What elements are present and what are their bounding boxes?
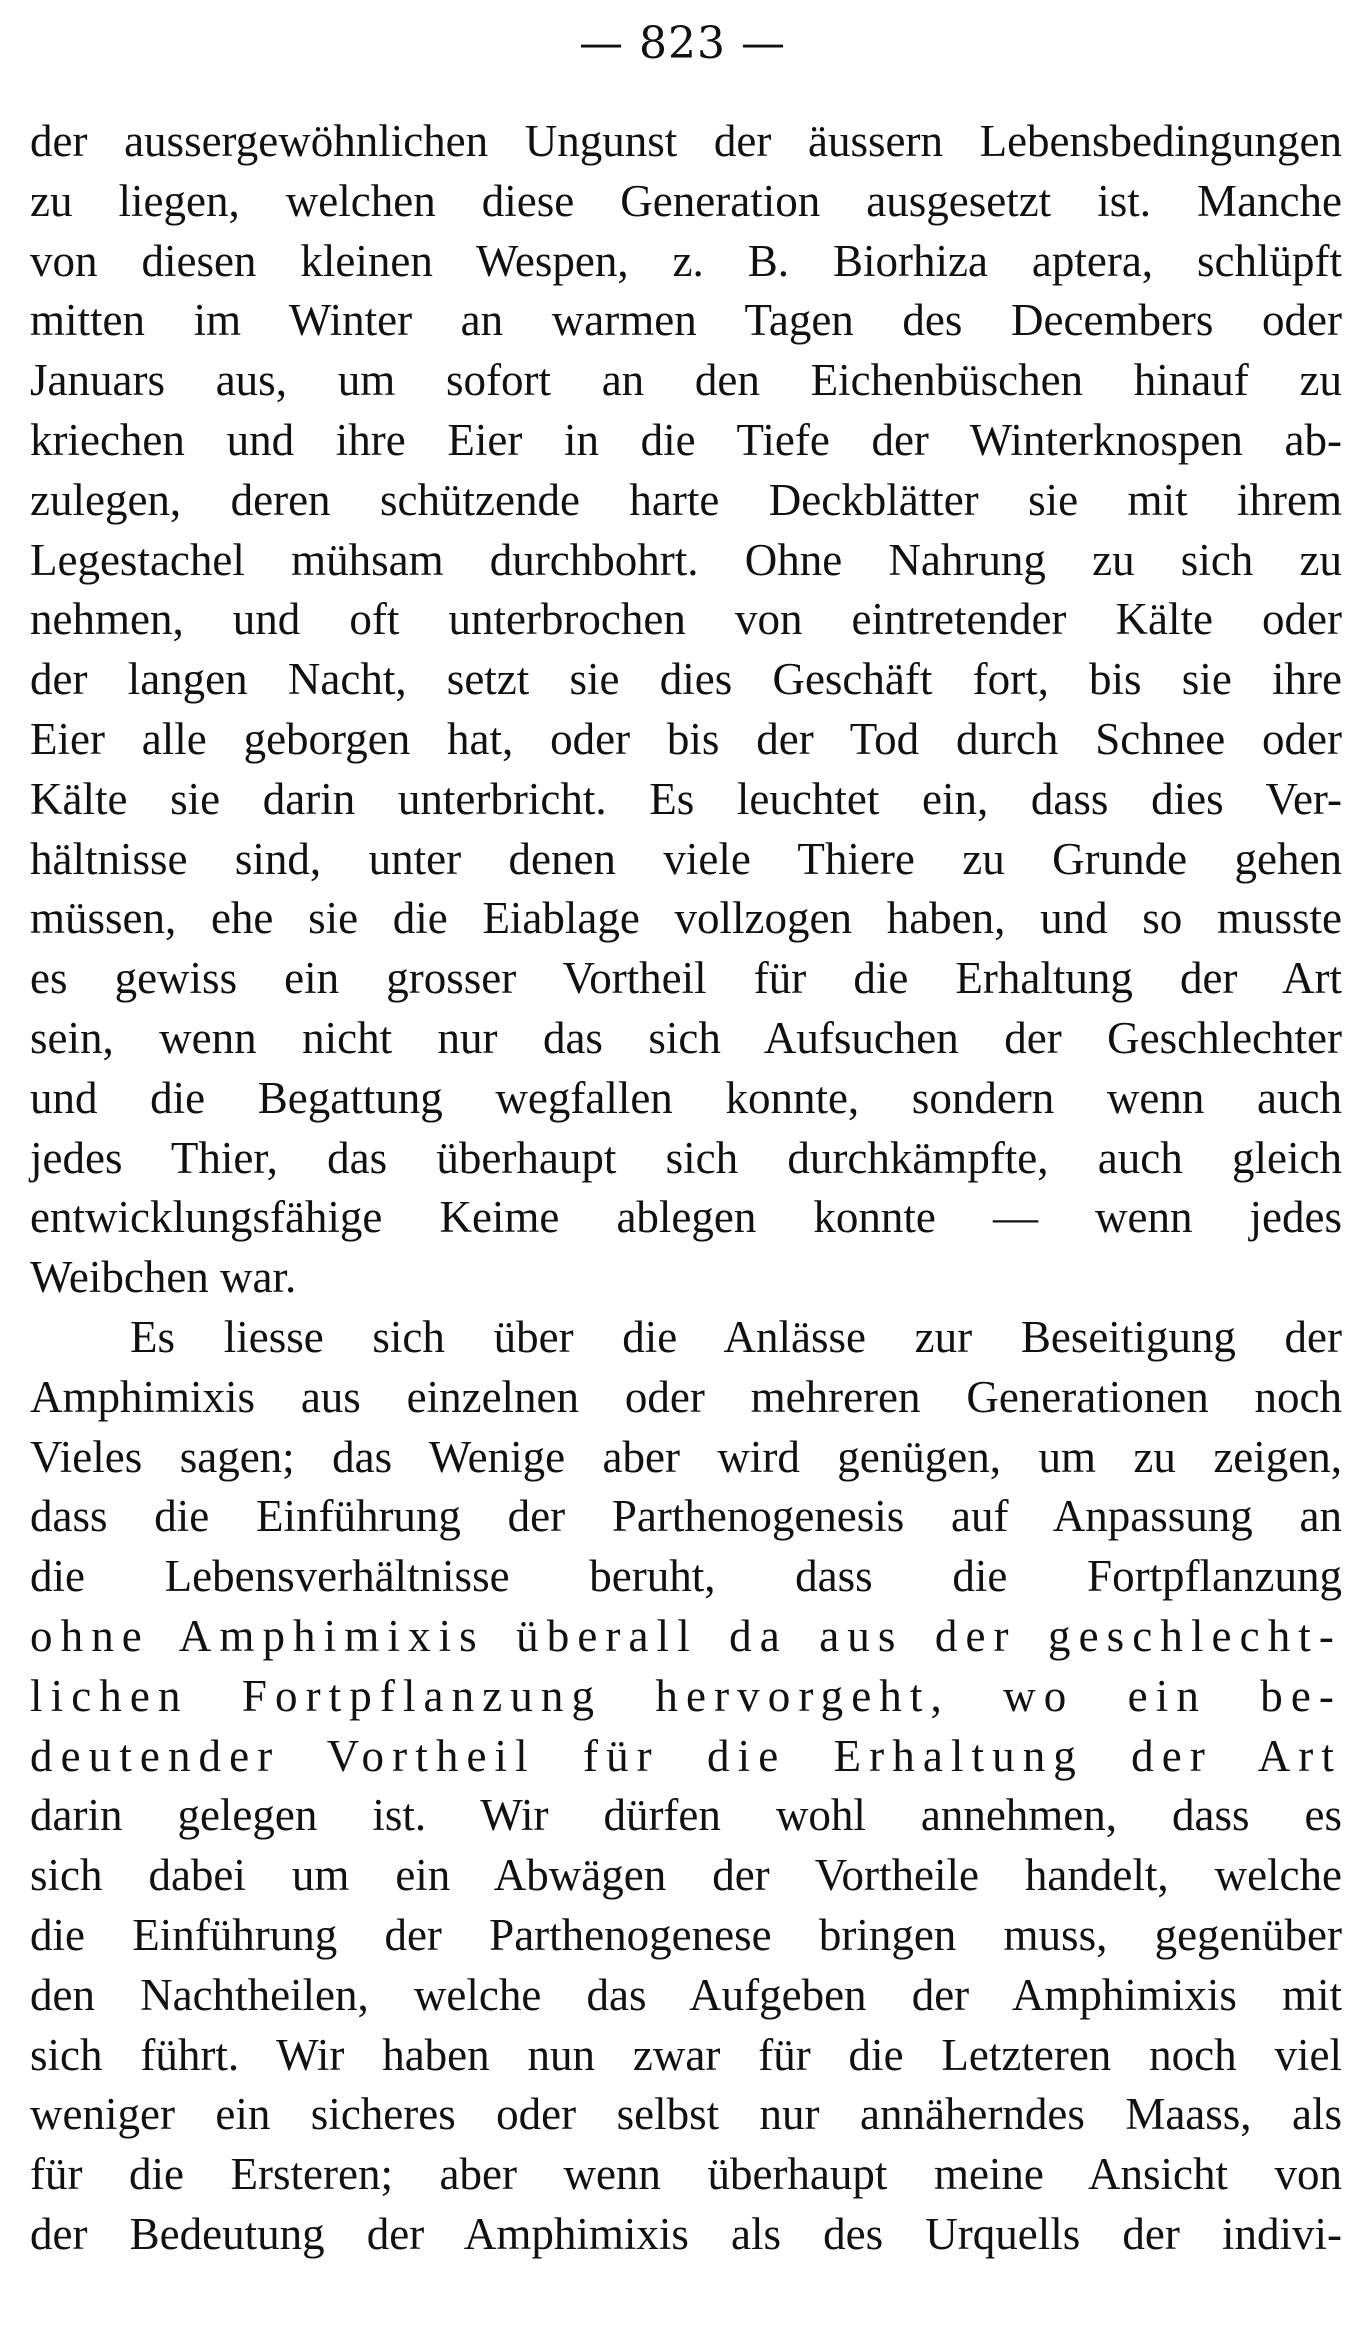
text-line: Vieles sagen; das Wenige aber wird genügen, um zu zeigen, — [30, 1431, 1342, 1482]
text-line: entwicklungsfähige Keime ablegen konnte — wenn jedes — [30, 1192, 1342, 1243]
text-line: weniger ein sicheres oder selbst nur annäherndes Maass, als — [30, 2089, 1342, 2140]
text-line: Januars aus, um sofort an den Eichenbüschen hinauf zu — [30, 355, 1342, 406]
text-line: zulegen, deren schützende harte Deckblätter sie mit ihrem — [30, 474, 1342, 525]
text-line: und die Begattung wegfallen konnte, sondern wenn auch — [30, 1072, 1342, 1123]
text-line: Amphimixis aus einzelnen oder mehreren Generationen noch — [30, 1371, 1342, 1422]
text-line: mitten im Winter an warmen Tagen des Decembers oder — [30, 295, 1342, 346]
text-line: Eier alle geborgen hat, oder bis der Tod durch Schnee oder — [30, 713, 1342, 764]
text-line: Weibchen war. — [30, 1252, 297, 1303]
text-line: nehmen, und oft unterbrochen von eintretender Kälte oder — [30, 594, 1342, 645]
text-line: lichen Fortpflanzung hervorgeht, wo ein be- — [30, 1670, 1342, 1721]
text-line: Legestachel mühsam durchbohrt. Ohne Nahrung zu sich zu — [30, 534, 1342, 585]
text-line: die Einführung der Parthenogenese bringen muss, gegenüber — [30, 1909, 1342, 1960]
body-text — [30, 112, 1342, 2265]
text-line: hältnisse sind, unter denen viele Thiere zu Grunde gehen — [30, 833, 1342, 884]
text-line: Es liesse sich über die Anlässe zur Beseitigung der — [130, 1311, 1342, 1362]
text-line: zu liegen, welchen diese Generation ausgesetzt ist. Manche — [30, 175, 1342, 226]
text-line: von diesen kleinen Wespen, z. B. Biorhiza aptera, schlüpft — [30, 235, 1342, 286]
text-line: der langen Nacht, setzt sie dies Geschäft fort, bis sie ihre — [30, 654, 1342, 705]
text-line: sich dabei um ein Abwägen der Vortheile handelt, welche — [30, 1850, 1342, 1901]
text-line: sich führt. Wir haben nun zwar für die Letzteren noch viel — [30, 2029, 1342, 2080]
text-line: für die Ersteren; aber wenn überhaupt meine Ansicht von — [30, 2149, 1342, 2200]
text-line: die Lebensverhältnisse beruht, dass die Fortpflanzung — [30, 1551, 1342, 1602]
page-number: — 823 — — [579, 18, 786, 69]
text-line: den Nachtheilen, welche das Aufgeben der Amphimixis mit — [30, 1969, 1342, 2020]
text-line: darin gelegen ist. Wir dürfen wohl annehmen, dass es — [30, 1790, 1342, 1841]
text-line: müssen, ehe sie die Eiablage vollzogen haben, und so musste — [30, 893, 1342, 944]
text-line: jedes Thier, das überhaupt sich durchkämpfte, auch gleich — [30, 1132, 1342, 1183]
text-line: der aussergewöhnlichen Ungunst der äussern Lebensbedingungen — [30, 116, 1342, 166]
text-line: ohne Amphimixis überall da aus der geschlecht- — [30, 1610, 1342, 1661]
text-line: dass die Einführung der Parthenogenesis auf Anpassung an — [30, 1491, 1342, 1542]
text-line: deutender Vortheil für die Erhaltung der Art — [30, 1730, 1342, 1781]
text-line: Kälte sie darin unterbricht. Es leuchtet ein, dass dies Ver- — [30, 773, 1342, 824]
text-line: kriechen und ihre Eier in die Tiefe der Winterknospen ab- — [30, 414, 1342, 465]
text-line: der Bedeutung der Amphimixis als des Urquells der indivi- — [30, 2208, 1342, 2259]
text-line: es gewiss ein grosser Vortheil für die Erhaltung der Art — [30, 953, 1342, 1004]
text-line: sein, wenn nicht nur das sich Aufsuchen der Geschlechter — [30, 1012, 1342, 1063]
